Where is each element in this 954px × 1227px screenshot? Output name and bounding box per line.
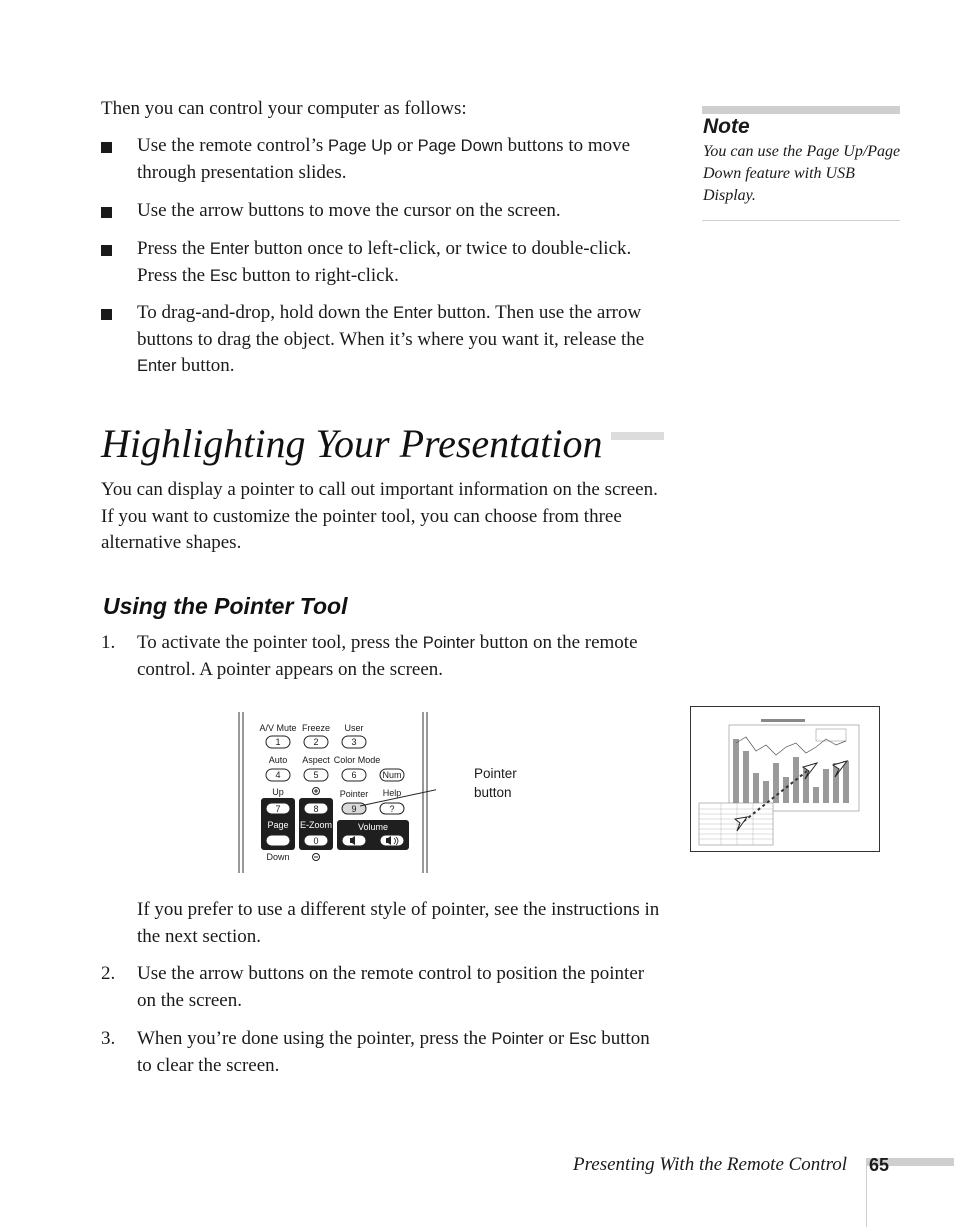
bullet-item	[101, 300, 666, 380]
key-3-button[interactable]	[342, 736, 366, 748]
key-name-text: Esc	[568, 1030, 597, 1048]
body-text-run: button.	[176, 355, 235, 376]
svg-text:0: 0	[313, 836, 319, 846]
key-1-button[interactable]	[266, 736, 290, 748]
section-heading: Highlighting Your Presentation	[101, 418, 611, 470]
body-text-run: button to clear the screen.	[137, 1028, 650, 1076]
footer-vertical-rule	[866, 1166, 867, 1227]
ezoom-label: E-Zoom	[299, 820, 333, 830]
key-4-button[interactable]	[266, 769, 290, 781]
pointer-label: Pointer	[339, 789, 369, 799]
bullet-item	[101, 198, 666, 225]
bullet-square-icon	[101, 207, 112, 218]
key-name-text: Page Up	[328, 137, 393, 155]
bullet-square-icon	[101, 245, 112, 256]
key-8-button[interactable]	[304, 803, 328, 814]
body-text-run: To drag-and-drop, hold down the	[137, 302, 394, 323]
body-text-run: To activate the pointer tool, press the	[137, 632, 423, 653]
step-text	[137, 1026, 666, 1079]
screen-thumbnail	[690, 706, 880, 852]
intro-lead: Then you can control your computer as follows:	[101, 98, 467, 119]
pointer-button-callout: Pointer button	[474, 766, 517, 800]
key-name-text: Pointer	[422, 634, 475, 652]
volume-down-button[interactable]	[342, 835, 366, 846]
bullet-text	[137, 133, 666, 186]
down-label: Down	[266, 852, 290, 862]
volume-up-button[interactable]	[380, 835, 404, 846]
key-name-text: Esc	[209, 266, 238, 285]
bullet-text	[137, 236, 666, 289]
step-item	[101, 1026, 666, 1079]
key-7-page-up-button[interactable]	[266, 803, 290, 814]
body-text-run: or	[543, 1028, 569, 1049]
help-label: Help	[382, 788, 402, 798]
svg-text:5: 5	[313, 770, 319, 780]
color-mode-label: Color Mode	[333, 755, 381, 765]
body-text-run: button on the remote control. A pointer appears on the screen.	[137, 632, 638, 680]
svg-text:3: 3	[351, 737, 357, 747]
av-mute-label: A/V Mute	[259, 723, 297, 733]
key-0-button[interactable]	[304, 835, 328, 846]
key-name-text: Enter	[137, 357, 177, 375]
key-6-button[interactable]	[342, 769, 366, 781]
note-top-rule	[702, 106, 900, 114]
body-text-run: Use the arrow buttons to move the cursor on the screen.	[137, 200, 561, 221]
aspect-label: Aspect	[302, 755, 330, 765]
footer-chapter-title: Presenting With the Remote Control	[573, 1154, 848, 1175]
note-bottom-rule	[702, 220, 900, 221]
svg-text:7: 7	[275, 804, 281, 814]
step1-followup: If you prefer to use a different style of pointer, see the instructions in the next section.	[137, 899, 660, 947]
bullet-item	[101, 133, 666, 186]
svg-text:?: ?	[389, 804, 395, 814]
bullet-text	[137, 198, 666, 225]
note-title: Note	[703, 115, 750, 138]
svg-text:6: 6	[351, 770, 357, 780]
body-text-run: Use the arrow buttons on the remote control to position the pointer on the screen.	[137, 963, 645, 1011]
key-name-text: Enter	[209, 240, 250, 258]
body-text-run: Use the remote control’s	[137, 135, 329, 156]
volume-label: Volume	[357, 822, 389, 832]
note-body: You can use the Page Up/Page Down feature with USB Display.	[703, 143, 901, 204]
up-label: Up	[272, 787, 284, 797]
user-label: User	[344, 723, 364, 733]
body-text-run: buttons to move through presentation slides.	[137, 135, 631, 183]
bullet-item	[101, 236, 666, 289]
svg-text:9: 9	[351, 804, 357, 814]
step-text	[137, 630, 666, 683]
body-text-run: button to right-click.	[237, 264, 399, 286]
bullet-square-icon	[101, 142, 112, 153]
key-2-button[interactable]	[304, 736, 328, 748]
bullet-text	[137, 300, 666, 380]
help-button[interactable]	[380, 803, 404, 814]
zoom-out-icon	[313, 854, 320, 861]
presentation-chart-graphic	[691, 707, 879, 851]
body-text-run: Press the	[137, 238, 210, 259]
body-text-run: button. Then use the arrow buttons to drag the object. When it’s where you want it, release the	[137, 302, 645, 350]
section-paragraph: You can display a pointer to call out important information on the screen. If you want to customize the pointer tool, you can choose from three alternative shapes.	[101, 479, 658, 553]
svg-text:1: 1	[275, 737, 281, 747]
step-item	[101, 961, 666, 1014]
pointer-key-9-button[interactable]	[342, 803, 366, 814]
svg-text:8: 8	[313, 804, 319, 814]
svg-text:4: 4	[275, 770, 281, 780]
zoom-in-icon	[313, 788, 320, 795]
step-number: 1.	[101, 632, 116, 653]
svg-text:2: 2	[313, 737, 319, 747]
auto-label: Auto	[268, 755, 288, 765]
step-item	[101, 630, 666, 683]
body-text-run: When you’re done using the pointer, press the	[137, 1028, 492, 1049]
subsection-heading: Using the Pointer Tool	[103, 593, 348, 619]
page-number: 65	[869, 1155, 890, 1175]
page-down-button[interactable]	[266, 835, 290, 846]
num-button[interactable]	[380, 769, 404, 781]
key-5-button[interactable]	[304, 769, 328, 781]
page-label: Page	[267, 820, 289, 830]
step-text	[137, 961, 666, 1014]
remote-control-illustration	[236, 708, 436, 874]
key-name-text: Page Down	[417, 137, 503, 155]
step-number: 2.	[101, 963, 116, 984]
bullet-square-icon	[101, 309, 112, 320]
key-name-text: Enter	[393, 304, 433, 322]
svg-text:Num: Num	[382, 770, 402, 780]
body-text-run: or	[392, 135, 418, 156]
freeze-label: Freeze	[301, 723, 331, 733]
key-name-text: Pointer	[491, 1030, 544, 1048]
step-number: 3.	[101, 1028, 116, 1049]
body-text-run: button once to left-click, or twice to double-click. Press the	[137, 238, 632, 286]
